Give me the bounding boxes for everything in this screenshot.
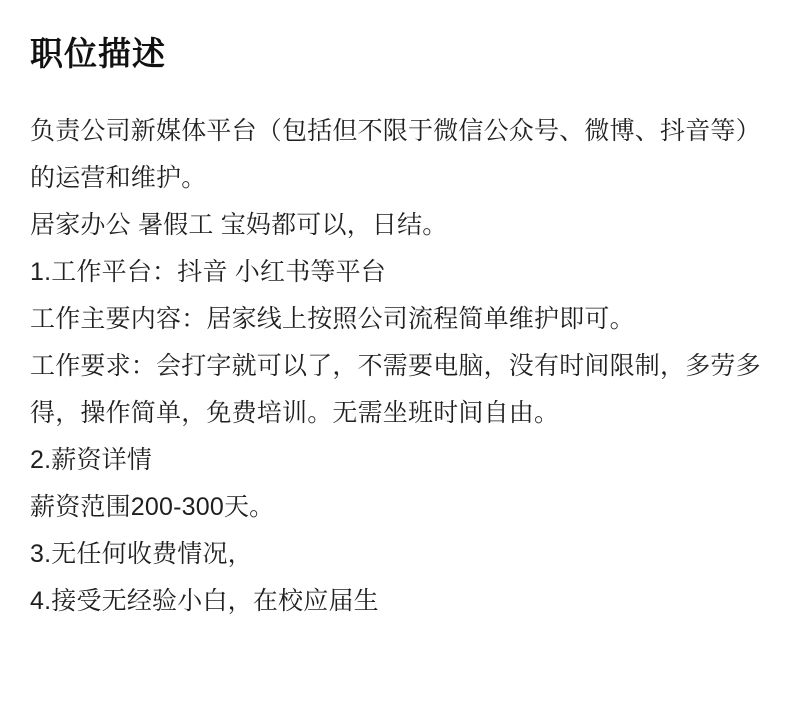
paragraph-1: 负责公司新媒体平台（包括但不限于微信公众号、微博、抖音等）的运营和维护。 <box>30 116 761 192</box>
paragraph-3: 1.工作平台：抖音 小红书等平台 <box>30 257 386 286</box>
paragraph-8: 3.无任何收费情况， <box>30 539 253 568</box>
job-description-body <box>30 108 766 625</box>
paragraph-9: 4.接受无经验小白，在校应届生 <box>30 586 379 615</box>
paragraph-6: 2.薪资详情 <box>30 445 153 474</box>
paragraph-4: 工作主要内容：居家线上按照公司流程简单维护即可。 <box>30 304 635 333</box>
page-title: 职位描述 <box>30 35 166 72</box>
paragraph-2: 居家办公 暑假工 宝妈都可以，日结。 <box>30 210 448 239</box>
paragraph-5: 工作要求：会打字就可以了，不需要电脑，没有时间限制，多劳多得，操作简单，免费培训。无需坐班时间自由。 <box>30 351 761 427</box>
paragraph-7: 薪资范围200-300天。 <box>30 492 275 521</box>
